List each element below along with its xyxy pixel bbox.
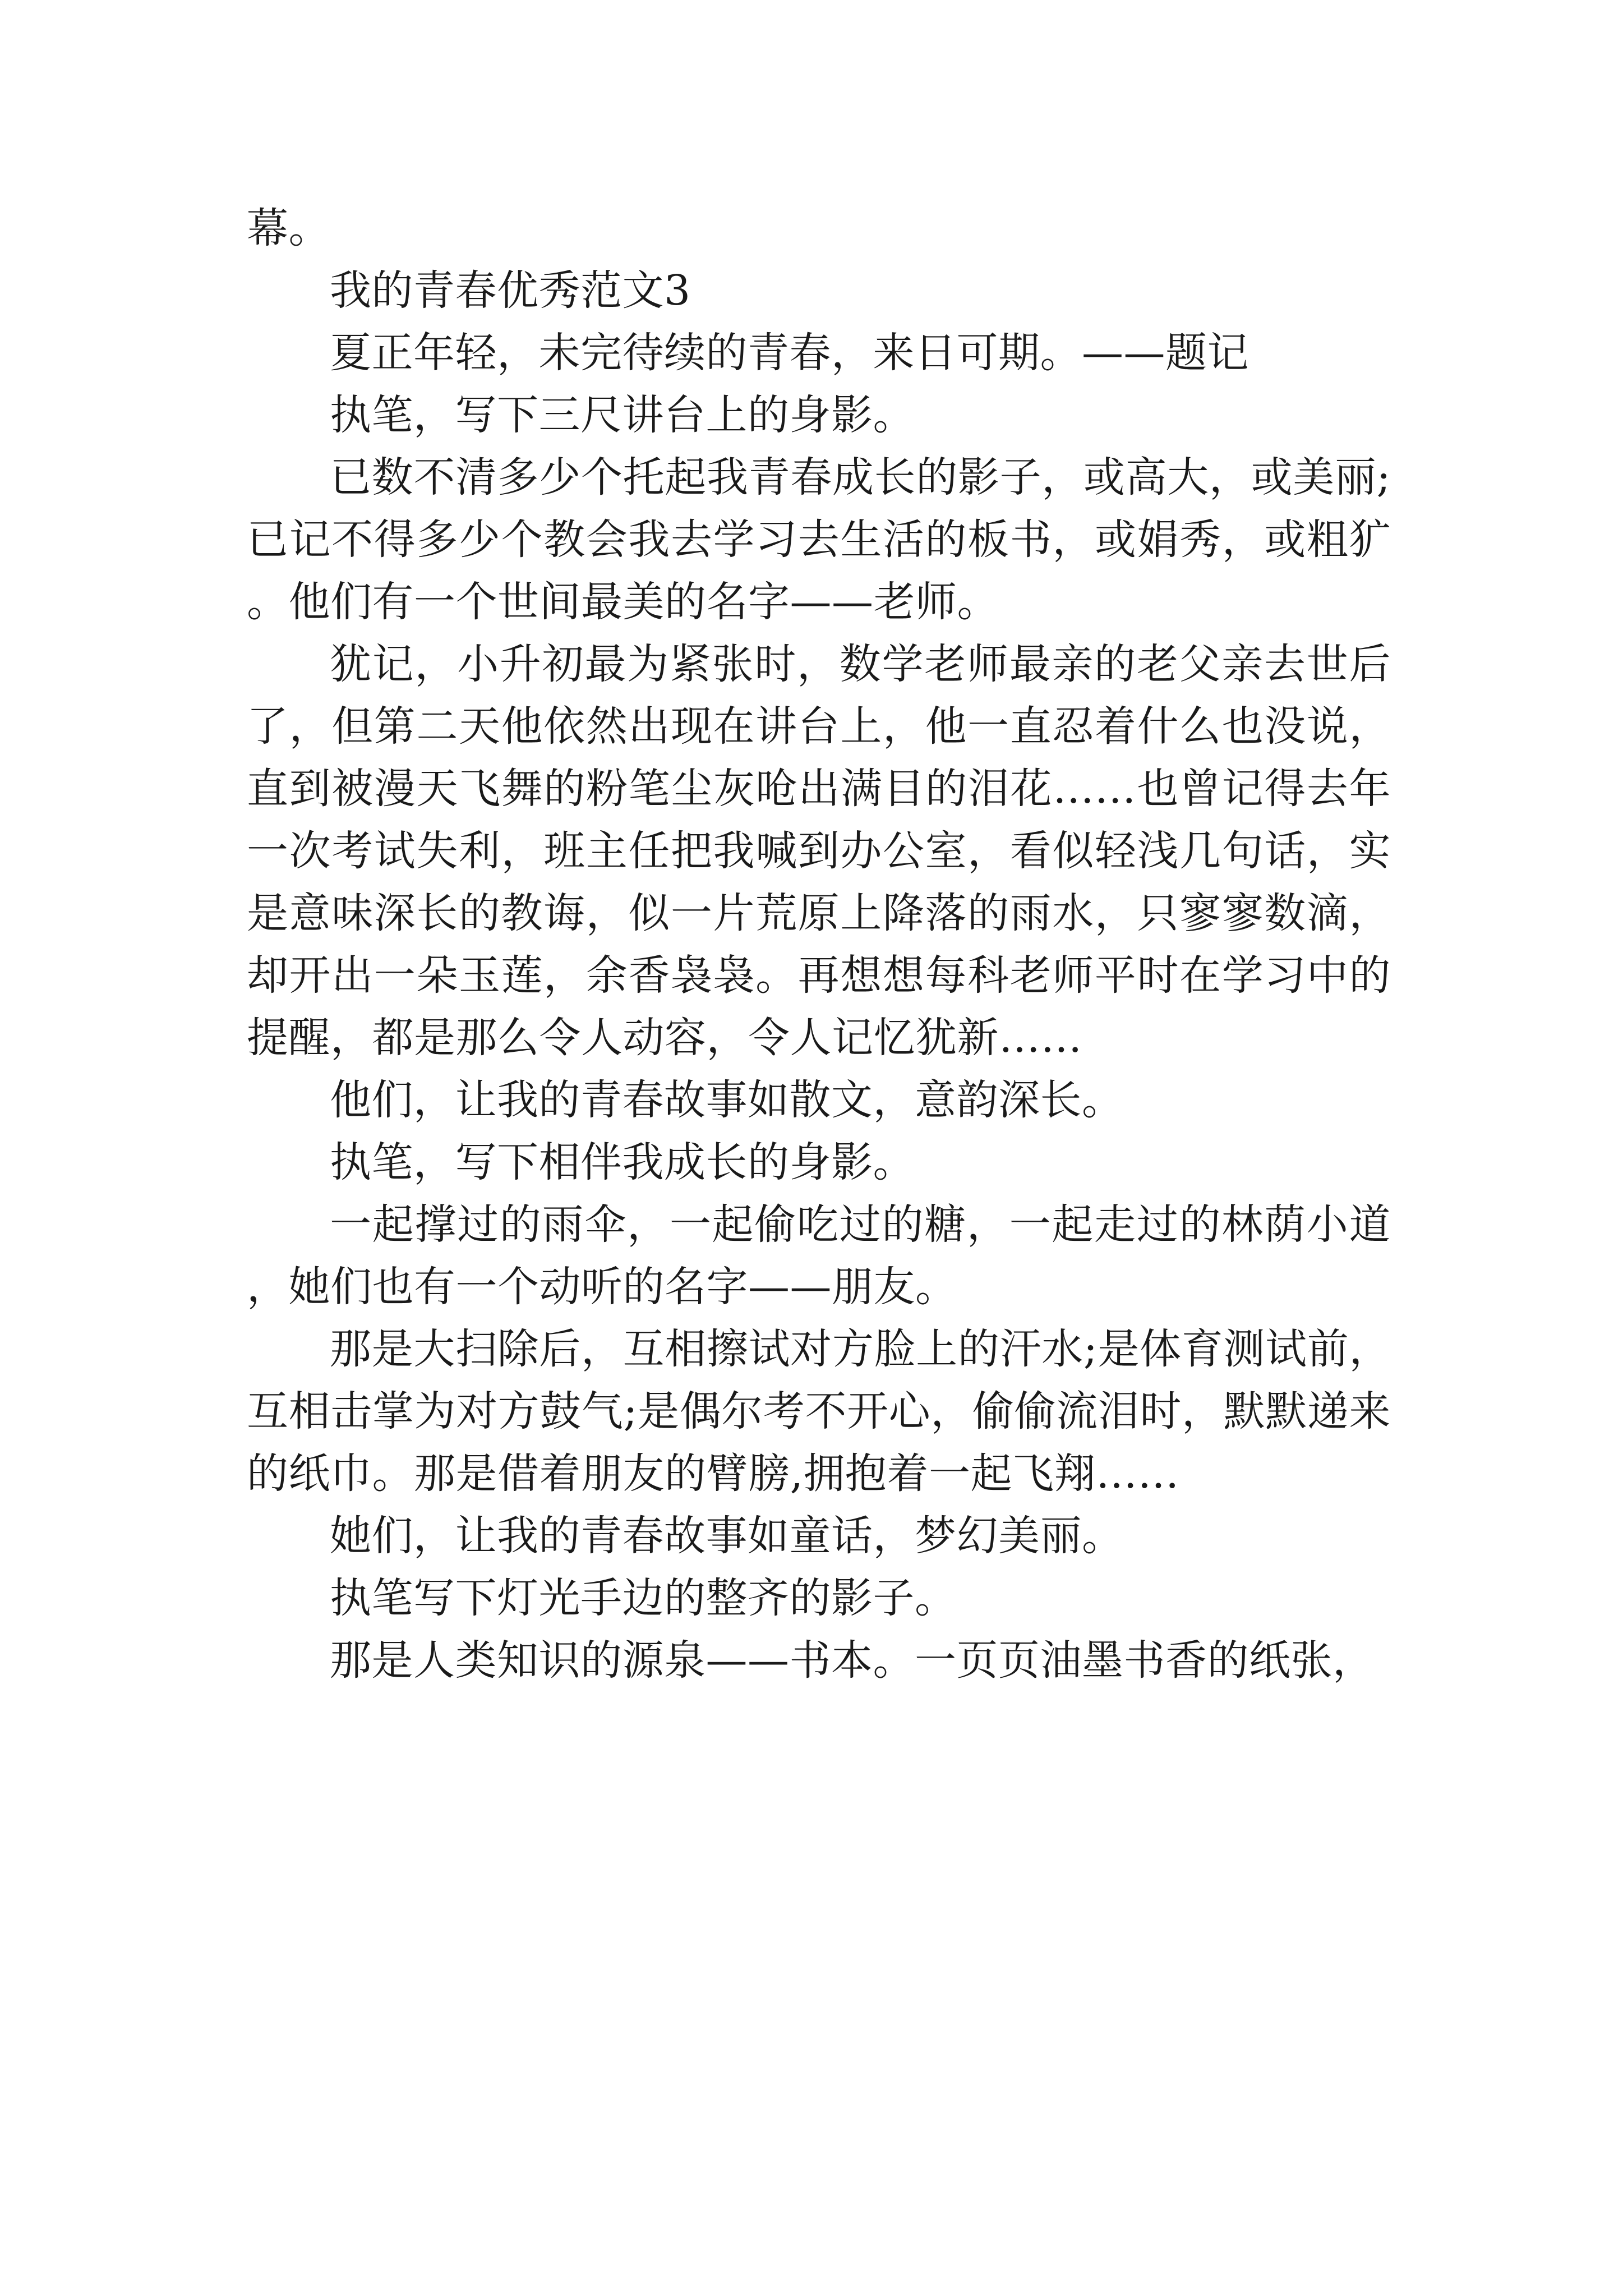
paragraph: 执笔写下灯光手边的整齐的影子。 bbox=[330, 1574, 957, 1622]
paragraph: 他们，让我的青春故事如散文，意韵深长。 bbox=[330, 1076, 1124, 1124]
paragraph: 执笔，写下三尺讲台上的身影。 bbox=[330, 391, 915, 439]
epigraph: 夏正年轻，未完待续的青春，来日可期。——题记 bbox=[330, 329, 1249, 377]
document-body bbox=[247, 197, 1391, 1692]
paragraph: 执笔，写下相伴我成长的身影。 bbox=[330, 1138, 915, 1186]
paragraph: 她们，让我的青春故事如童话，梦幻美丽。 bbox=[330, 1512, 1124, 1560]
continuation-paragraph: 幕。 bbox=[247, 204, 330, 252]
paragraph: 犹记，小升初最为紧张时，数学老师最亲的老父亲去世后了，但第二天他依然出现在讲台上，他一直忍着什么也没说，直到被漫天飞舞的粉笔尘灰呛出满目的泪花……也曾记得去年一次考试失利，班主任把我喊到办公室，看似轻浅几句话，实是意味深长的教诲，似一片荒原上降落的雨水，只寥寥数滴，却开出一朵玉莲，余香袅袅。再想想每科老师平时在学习中的提醒，都是那么令人动容，令人记忆犹新…… bbox=[247, 640, 1391, 1062]
section-heading: 我的青春优秀范文3 bbox=[330, 266, 691, 315]
paragraph: 一起撑过的雨伞，一起偷吃过的糖，一起走过的林荫小道，她们也有一个动听的名字——朋友。 bbox=[247, 1200, 1391, 1311]
paragraph: 那是人类知识的源泉——书本。一页页油墨书香的纸张， bbox=[330, 1636, 1375, 1685]
paragraph: 那是大扫除后，互相擦试对方脸上的汗水;是体育测试前，互相击掌为对方鼓气;是偶尔考不开心，偷偷流泪时，默默递来的纸巾。那是借着朋友的臂膀,拥抱着一起飞翔…… bbox=[247, 1325, 1391, 1498]
paragraph: 已数不清多少个托起我青春成长的影子，或高大，或美丽;已记不得多少个教会我去学习去生活的板书，或娟秀，或粗犷。他们有一个世间最美的名字——老师。 bbox=[247, 453, 1391, 626]
